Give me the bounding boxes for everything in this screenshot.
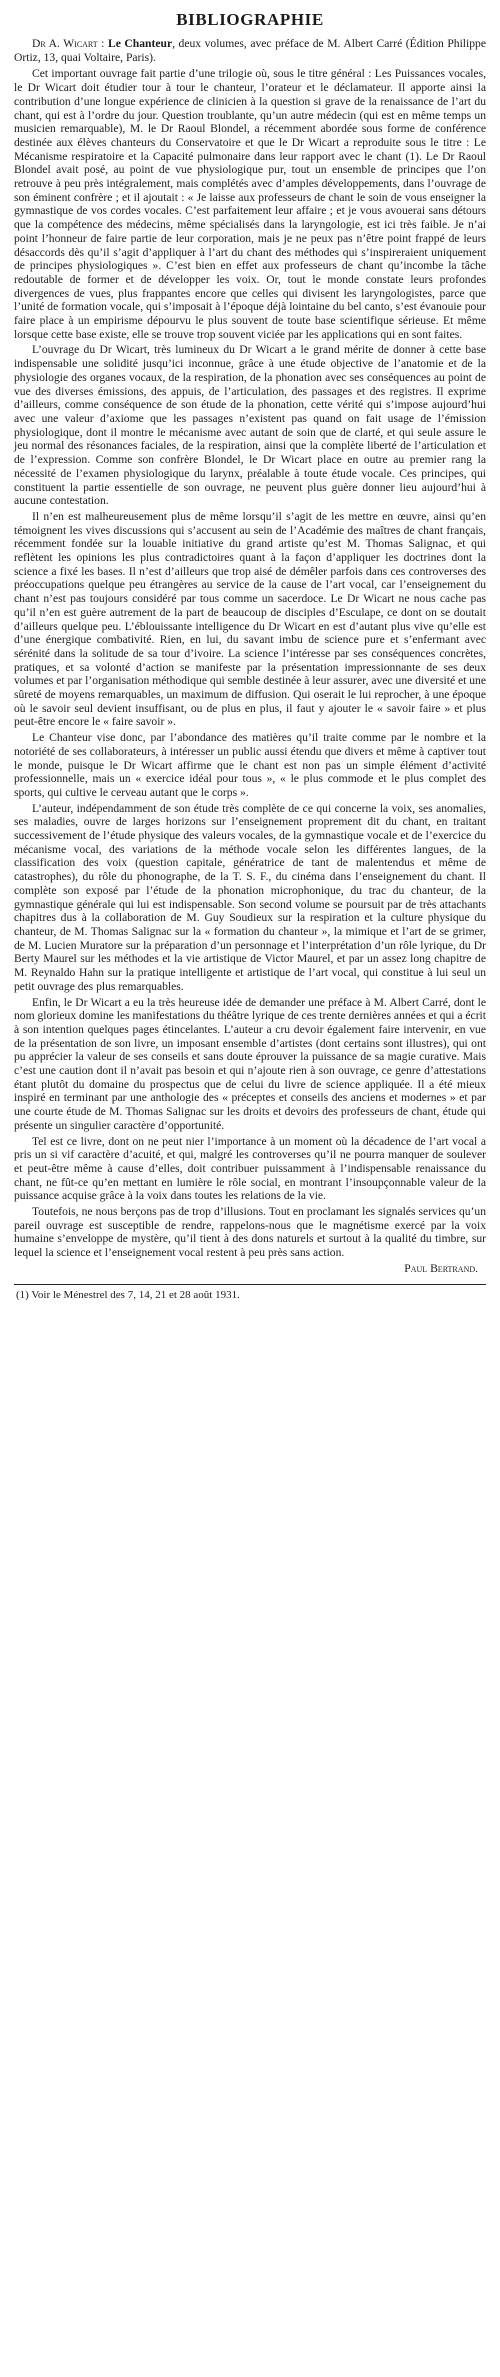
review-paragraph-3: Il n’en est malheureusement plus de même lorsqu’il s’agit de les mettre en œuvre, ainsi qu’en témoignent les vives discussions qui s’accusent au sein de l’Académie des maîtres de chant français, récemment fondée sur la louable initiative du grand artiste qu’est M. Thomas Salignac, et qui reflètent les opinions les plus contradictoires quant à la façon d’appliquer les doctrines dont la science a fixé les bases. Il n’est d’ailleurs que trop aisé de démêler parfois dans ces controverses des préoccupations quelque peu étrangères au service de la cause de l’art vocal, car l’enseignement du chant n’est pas toujours considéré par tous comme un sacerdoce. Le Dr Wicart ne nous cache pas qu’il n’en est guère autrement de la part de beaucoup de disciples d’Esculape, ce dont on se doutait d’ailleurs quelque peu. L’éblouissante intelligence du Dr Wicart en est d’autant plus vive qu’elle est d’une énergique combativité. Rien, en lui, du savant imbu de science pure et s’enfermant avec sérénité dans la solitude de sa tour d’ivoire. La science l’intéresse par ses conséquences concrètes, pratiques, et sa volonté d’action se manifeste par la présentation impressionnante de ses deux volumes et par l’organisation méthodique qui semble destinée à leur assurer, avec une diversité et une sûreté de moyens remarquables, un maximum de diffusion. Qui oserait le lui reprocher, à une époque où le savoir seul devient insuffisant, ou de plus en plus, il faut y ajouter le « savoir faire » et plus peut-être encore le « faire savoir ».	[14, 509, 486, 729]
review-paragraph-5: L’auteur, indépendamment de son étude très complète de ce qui concerne la voix, ses anomalies, ses maladies, ouvre de larges horizons sur l’enseignement proprement dit du chant, en traitant successivement de l’étude physique des valeurs vocales, de la gymnastique vocale et de l’exercice du mécanisme vocal, des variations de la méthode vocale selon les différentes langues, de la classification des voix (question capitale, génératrice de tant de malentendus et même de catastrophes), du rôle du phonographe, de la T. S. F., du cinéma dans l’enseignement du chant. Il complète son exposé par l’étude de la phonation microphonique, du trac du chanteur, de la gymnastique générale qui lui est indispensable. Son second volume se poursuit par de très attachants chapitres dus à la collaboration de M. Guy Soudieux sur la respiration et la culture physique du chanteur, de M. Thomas Salignac sur la « formation du chanteur », la mimique et l’art de se grimer, de M. Lucien Muratore sur la préparation d’un personnage et l’interprétation d’un rôle lyrique, du Dr Berty Maurel sur les méthodes et la vie artistique de Victor Maurel, et par un assez long chapitre de M. Reynaldo Hahn sur la pratique intelligente et artistique de l’art vocal, qui constitue à lui seul un petit ouvrage des plus remarquables.	[14, 801, 486, 993]
reference-book-title: Le Chanteur	[108, 37, 173, 50]
review-paragraph-1: Cet important ouvrage fait partie d’une trilogie où, sous le titre général : Les Puissances vocales, le Dr Wicart doit étudier tour à tour le chanteur, l’orateur et le déclamateur. Il apporte ainsi la contribution d’une longue expérience de clinicien à la question si grave de la renaissance de l’art du chant, qui est à l’ordre du jour. Question troublante, qu’un autre médecin (qui est en même temps un musicien remarquable), M. le Dr Raoul Blondel, a récemment abordée sous forme de conférence destinée aux élèves chanteurs du Conservatoire et que le Dr Wicart a reproduite sous le titre : Le Mécanisme respiratoire et la Capacité pulmonaire dans leur rapport avec le chant (1). Le Dr Raoul Blondel avait posé, au point de vue physiologique pur, tout un ensemble de principes que l’on retrouve à peu près intégralement, mais complétés avec d’amples développements, dans l’ouvrage de son éminent confrère ; et il ajoutait : « Je laisse aux professeurs de chant le soin de vous enseigner la gymnastique de vos cordes vocales. C’est parfaitement leur affaire ; et je vous avouerai sans détours que la compétence des médecins, même spécialisés dans la laryngologie, est ici très faible. Je n’ai point l’honneur de faire partie de leur corporation, mais je ne peux pas n’être point frappé de leurs désaccords dès qu’il s’agit d’appliquer à l’art du chant des méthodes qui s’inspireraient uniquement de principes physiologiques ». C’est bien en effet aux professeurs de chant qu’incombe la tâche redoutable de former et de développer les voix. Or, tout le monde constate leurs profondes divergences de vues, plus frappantes encore que celles qui divisent les laryngologistes, parce que l’unité de formation vocale, qui s’imposait à l’époque déjà lointaine du bel canto, s’est évanouie pour faire place à un empirisme dépourvu le plus souvent de toute base scientifique sérieuse. Et même lorsque cette base existe, elle se trouve trop souvent viciée par les applications qui en sont faites.	[14, 67, 486, 341]
page-title: BIBLIOGRAPHIE	[176, 10, 324, 29]
reference-author: Dr A. Wicart :	[32, 37, 105, 50]
review-paragraph-7: Tel est ce livre, dont on ne peut nier l’importance à un moment où la décadence de l’art vocal a pris un si vif caractère d’acuité, et qui, malgré les controverses qu’il ne pourra manquer de soulever et peut-être même à cause d’elles, doit contribuer puissamment à l’indispensable renaissance du chant, ne fût-ce qu’en mettant en lumière le rôle social, en montrant l’insoupçonnable valeur de la puissance acquise grâce à la voix dans toutes les relations de la vie.	[14, 1134, 486, 1203]
footnote: (1) Voir le Ménestrel des 7, 14, 21 et 28 août 1931.	[16, 1288, 240, 1301]
review-signature: Paul Bertrand.	[404, 1261, 478, 1275]
reference-details: , deux volumes, avec préface de M. Albert Carré (Édition Philippe Ortiz, 13, quai Voltaire, Paris).	[14, 37, 486, 64]
review-paragraph-8: Toutefois, ne nous berçons pas de trop d’illusions. Tout en proclamant les signalés services qu’un pareil ouvrage est susceptible de rendre, rappelons-nous que le magnétisme exercé par la voix humaine s’enveloppe de mystère, qu’il tient à des dons naturels et surtout à la qualité du timbre, sur lequel la science et l’enseignement vocal restent à peu près sans action.	[14, 1205, 486, 1260]
footnote-divider	[14, 1284, 486, 1285]
review-paragraph-6: Enfin, le Dr Wicart a eu la très heureuse idée de demander une préface à M. Albert Carré, dont le nom glorieux domine les manifestations du théâtre lyrique de ces trente dernières années et qui a écrit à son intention quelques pages étincelantes. L’auteur a cru devoir également faire intervenir, en vue de la présentation de son livre, un imposant ensemble d’artistes (dont certains sont illustres), qui ont pu apprécier la valeur de ses conseils et sans doute éprouver la puissance de sa magie curative. Mais c’est une caution dont il n’avait pas besoin et qui n’ajoute rien à son ouvrage, ce genre d’attestations étant plutôt du domaine du prospectus que de celui du livre de science appliquée. Il a été mieux inspiré en terminant par une anthologie des « préceptes et conseils des anciens et modernes » et par une courte étude de M. Thomas Salignac sur les droits et devoirs des professeurs de chant, étude qui présente un singulier caractère d’opportunité.	[14, 995, 486, 1132]
review-paragraph-2: L’ouvrage du Dr Wicart, très lumineux du Dr Wicart a le grand mérite de donner à cette base indispensable une solidité jusqu’ici inconnue, grâce à une étude objective de l’anatomie et de la physiologie des organes vocaux, de la respiration, de la phonation avec ses conséquences au point de vue des diverses émissions, des appuis, de l’articulation, des passages et des registres. Il exprime d’ailleurs, comme conséquence de son étude de la phonation, cette vérité qui s’impose aujourd’hui avec une valeur d’axiome que les passages n’existent pas quand on fait usage de l’émission physiologique, dont il montre le mécanisme avec autant de soin que de clarté, et qui seule assure le jeu normal des résonances faciales, de la respiration, ainsi que la complète liberté de l’articulation et de l’expression. Comme son confrère Blondel, le Dr Wicart place en outre au premier rang la nécessité de l’examen physiologique du larynx, préalable à toute étude vocale. Ces principes, qui constituent la partie essentielle de son ouvrage, ne peuvent plus guère donner lieu aujourd’hui à aucune contestation.	[14, 343, 486, 508]
review-paragraph-4: Le Chanteur vise donc, par l’abondance des matières qu’il traite comme par le nombre et la notoriété de ses collaborateurs, à intéresser un public aussi étendu que divers et même à captiver tout le monde, puisque le Dr Wicart affirme que le chant est non pas un simple élément d’activité professionnelle, mais un « exercice idéal pour tous », « le plus commode et le plus complet des sports, qui cultive le cerveau autant que le corps ».	[14, 731, 486, 799]
book-reference	[14, 37, 486, 64]
